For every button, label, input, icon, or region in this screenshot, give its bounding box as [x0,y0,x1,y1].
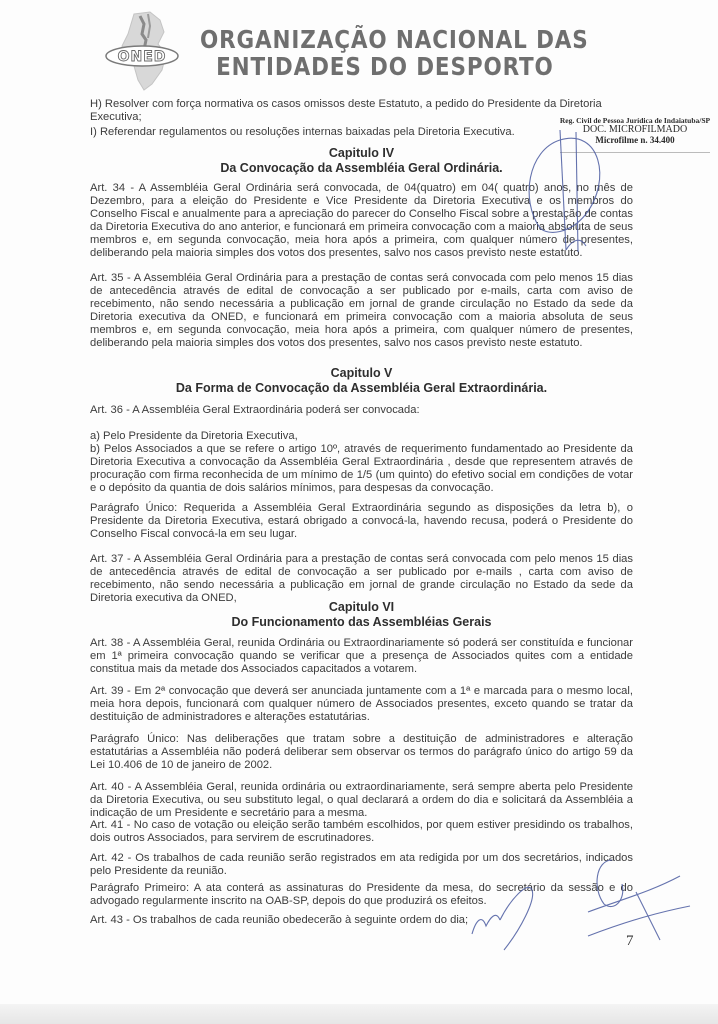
article-36-text: Art. 36 - A Assembléia Geral Extraordinária poderá ser convocada: [90,404,420,416]
article-37-text: Art. 37 - A Assembléia Geral Ordinária para a prestação de contas será convocada com pelo menos 15 dias de antecedência através de edital de convocação a ser publicado por e-mails , carta com aviso de recebimento, não sendo necessária a publicação em jornal de grande circulação no Estado da sede da Diretoria executiva da ONED, [90,553,633,604]
article-40 [90,781,633,820]
logo-text: ONED [117,49,167,65]
chapter-6-paragrafo-unico [90,733,633,772]
article-43-text: Art. 43 - Os trabalhos de cada reunião obedecerão à seguinte ordem do dia; [90,914,469,926]
article-41-text: Art. 41 - No caso de votação ou eleição serão também escolhidos, por quem estiver presidindo os trabalhos, dois outros Associados, para servirem de escrutinadores. [90,819,633,844]
chapter-5-number: Capitulo V [330,366,393,380]
org-title-line2: ENTIDADES DO DESPORTO [216,52,554,81]
article-41 [90,819,633,845]
article-42-text: Art. 42 - Os trabalhos de cada reunião serão registrados em ata redigida por um dos secretários, indicados pelo Presidente da reunião. [90,852,633,877]
chapter-6-title: Do Funcionamento das Assembléias Gerais [231,615,492,629]
article-39-text: Art. 39 - Em 2ª convocação que deverá ser anunciada juntamente com a 1ª e marcada para o mesmo local, meia hora depois, funcionará com qualquer número de Associados presentes, exceto quando se tratar da destituição de administradores e alterações estatutárias. [90,685,633,723]
item-b-text: b) Pelos Associados a que se refere o artigo 10º, através de requerimento fundamentado ao Presidente da Diretoria Executiva a convocação da Assembléia Geral Extraordinária , desde que representem através de procuração com firma reconhecida de um mínimo de 1/5 (um quinto) do efetivo social em condições de votar e o depósito da quantia de dois salários mínimos, para despesas da convocação. [90,443,633,494]
stamp-microfilmed-line: DOC. MICROFILMADO [582,124,688,135]
stamp-microfilm-number: Microfilme n. 34.400 [595,135,675,145]
org-title-line1: ORGANIZAÇÃO NACIONAL DAS [200,25,589,54]
chapter-6-heading [90,600,633,630]
letterhead [100,8,620,90]
page-number: 7 [626,933,634,949]
paragrafo-primeiro [90,882,633,908]
stamp-registry-line: Reg. Civil de Pessoa Jurídica de Indaiatuba/SP [559,116,711,125]
article-36-item-a [90,430,633,443]
article-36-item-b [90,443,633,495]
chapter-5-paragrafo-unico [90,502,633,541]
article-36 [90,404,633,417]
paragrafo-primeiro-text: Parágrafo Primeiro: A ata conterá as assinaturas do Presidente da mesa, do secretário da sessão e do advogado regularmente inscrito na OAB-SP, depois do que produzirá os efeitos. [90,882,633,907]
article-35 [90,272,633,350]
article-35-text: Art. 35 - A Assembléia Geral Ordinária para a prestação de contas será convocada com pelo menos 15 dias de antecedência através de edital de convocação a ser publicado por e-mails, carta com aviso de recebimento, não sendo necessária a publicação em jornal de grande circulação no Estado da sede da Diretoria executiva da ONED, e funcionará em primeira convocação com a maioria absoluta de seus membros e, em segunda convocação, meia hora após a primeira, com qualquer número de presentes, deliberando pela maioria simples dos votos dos presentes, salvo nos casos previsto neste estatuto. [90,272,633,349]
chapter-4-number: Capitulo IV [328,146,395,160]
chapter-5-title: Da Forma de Convocação da Assembléia Geral Extraordinária. [175,381,548,395]
chapter-4-heading [90,146,633,176]
chapter-4-title: Da Convocação da Assembléia Geral Ordinária. [220,161,503,175]
paragrafo-unico-6-text: Parágrafo Único: Nas deliberações que tratam sobre a destituição de administradores e alteração estatutárias a Assembléia não poderá deliberar sem observar os termos do parágrafo único do artigo 59 da Lei 10.406 de 10 de janeiro de 2002. [90,733,633,771]
chapter-5-heading [90,366,633,396]
item-h-text: H) Resolver com força normativa os casos omissos deste Estatuto, a pedido do Presidente da Diretoria Executiva; [90,98,602,123]
article-42 [90,852,633,878]
article-38 [90,637,633,676]
organization-title [200,25,589,81]
article-38-text: Art. 38 - A Assembléia Geral, reunida Ordinária ou Extraordinariamente só poderá ser constituída e funcionar em 1ª primeira convocação quando se verificar que a presença de Associados quites com a entidade constitua mais da metade dos Associados capacitados a votarem. [90,637,633,675]
article-37 [90,553,633,605]
article-34 [90,182,633,260]
article-40-text: Art. 40 - A Assembléia Geral, reunida ordinária ou extraordinariamente, será sempre aberta pelo Presidente da Diretoria Executiva, ou seu substituto legal, o qual declarará a ordem do dia e solicitará da Assembléia a indicação de um Presidente e secretário para a mesma. [90,781,633,819]
item-i [90,126,633,139]
item-h [90,98,633,124]
article-34-text: Art. 34 - A Assembléia Geral Ordinária será convocada, de 04(quatro) em 04( quatro) anos, no mês de Dezembro, para a eleição do Presidente e Vice Presidente da Diretoria Executiva e os membros do Conselho Fiscal e anualmente para a apreciação do parecer do Conselho Fiscal sobre a prestação de contas da Diretoria Executiva do ano anterior, e funcionará em primeira convocação com a maioria absoluta de seus membros e, em segunda convocação, meia hora após a primeira, com qualquer número de presentes, deliberando pela maioria simples dos votos dos presentes, salvo nos casos previsto neste estatuto. [90,182,633,259]
chapter-6-number: Capitulo VI [328,600,395,614]
article-43 [90,914,633,927]
item-a-text: a) Pelo Presidente da Diretoria Executiva, [90,430,298,442]
paragrafo-unico-text: Parágrafo Único: Requerida a Assembléia Geral Extraordinária segundo as disposições da letra b), o Presidente da Diretoria Executiva, estará obrigado a convocá-la, havendo recusa, poderá o Presidente do Conselho Fiscal convocá-la em seu lugar. [90,502,633,540]
article-39 [90,685,633,724]
oned-logo [104,10,192,92]
item-i-text: I) Referendar regulamentos ou resoluções internas baixadas pela Diretoria Executiva. [90,126,515,138]
scan-bottom-edge [0,1004,718,1024]
